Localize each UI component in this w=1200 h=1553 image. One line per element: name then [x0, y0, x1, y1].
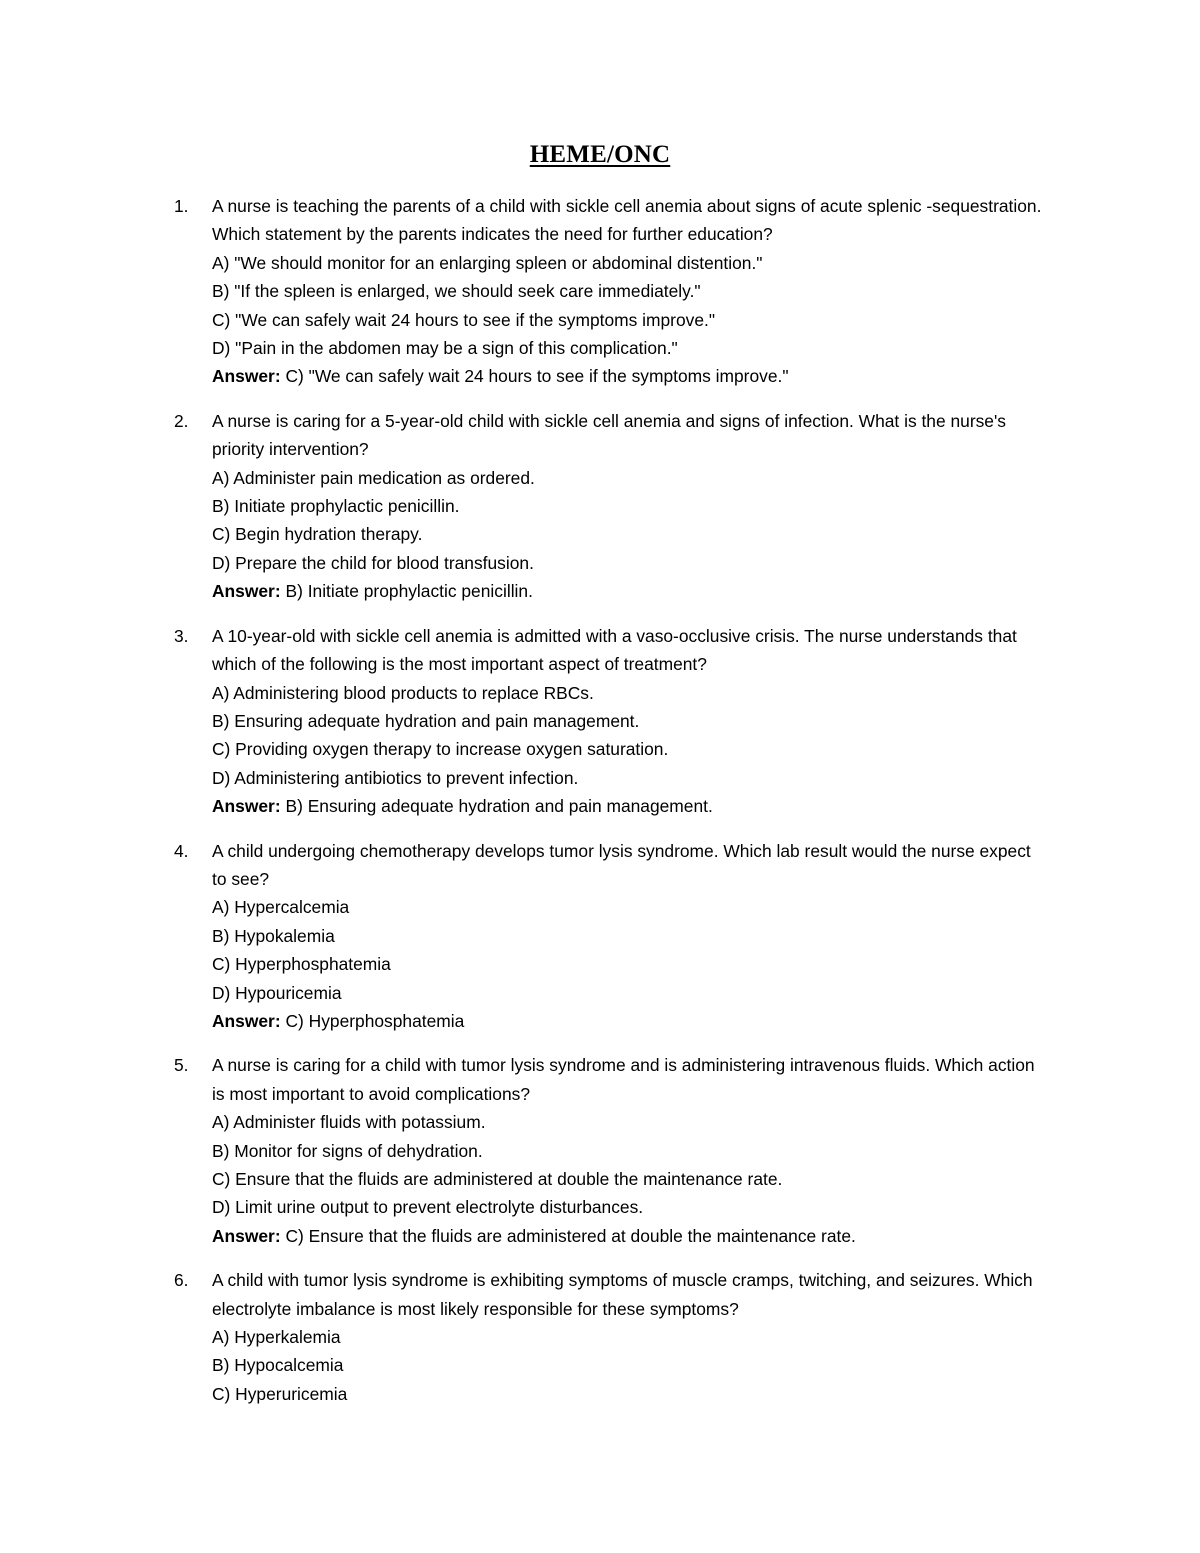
- answer-value: C) Hyperphosphatemia: [285, 1010, 465, 1031]
- answer-line: [212, 792, 1050, 820]
- answer-option: A) "We should monitor for an enlarging spleen or abdominal distention.": [212, 252, 763, 273]
- answer-value: B) Ensuring adequate hydration and pain management.: [285, 796, 713, 817]
- answer-option: A) Administer fluids with potassium.: [212, 1112, 486, 1133]
- answer-label: Answer:: [212, 581, 281, 602]
- question-number: 6.: [174, 1270, 189, 1291]
- answer-value: B) Initiate prophylactic penicillin.: [285, 581, 533, 602]
- answer-option: B) Initiate prophylactic penicillin.: [212, 496, 460, 517]
- answer-option: C) Begin hydration therapy.: [212, 524, 423, 545]
- answer-label: Answer:: [212, 366, 281, 387]
- answer-option: D) Prepare the child for blood transfusion.: [212, 552, 534, 573]
- question-list: [0, 192, 1200, 1424]
- question-item: [0, 1051, 1200, 1250]
- question-number: 4.: [174, 840, 189, 861]
- question-number: 2.: [174, 410, 189, 431]
- answer-value: C) Ensure that the fluids are administered at double the maintenance rate.: [285, 1225, 856, 1246]
- question-item: [0, 837, 1200, 1036]
- answer-line: [212, 1222, 1050, 1250]
- question-stem: A nurse is teaching the parents of a child with sickle cell anemia about signs of acute splenic -sequestration. Which statement by the parents indicates the need for further education?: [212, 196, 1042, 245]
- answer-option: B) Monitor for signs of dehydration.: [212, 1140, 483, 1161]
- answer-option: A) Hypercalcemia: [212, 897, 350, 918]
- answer-option: B) "If the spleen is enlarged, we should seek care immediately.": [212, 281, 701, 302]
- answer-label: Answer:: [212, 796, 281, 817]
- answer-label: Answer:: [212, 1010, 281, 1031]
- answer-option: C) Providing oxygen therapy to increase oxygen saturation.: [212, 739, 669, 760]
- answer-option: B) Hypocalcemia: [212, 1355, 344, 1376]
- question-stem: A 10-year-old with sickle cell anemia is admitted with a vaso-occlusive crisis. The nurse understands that which of the following is the most important aspect of treatment?: [212, 625, 1017, 675]
- answer-label: Answer:: [212, 1225, 281, 1246]
- answer-option: D) Hypouricemia: [212, 982, 342, 1003]
- question-item: [0, 1266, 1200, 1408]
- answer-option: D) Administering antibiotics to prevent infection.: [212, 767, 579, 788]
- answer-option: C) Hyperphosphatemia: [212, 954, 391, 975]
- answer-option: C) Hyperuricemia: [212, 1383, 348, 1404]
- question-number: 5.: [174, 1055, 189, 1076]
- question-item: [0, 622, 1200, 821]
- question-number: 1.: [174, 196, 189, 216]
- answer-option: A) Hyperkalemia: [212, 1327, 341, 1348]
- answer-option: D) Limit urine output to prevent electrolyte disturbances.: [212, 1197, 644, 1218]
- answer-option: B) Ensuring adequate hydration and pain management.: [212, 710, 640, 731]
- answer-option: A) Administer pain medication as ordered.: [212, 467, 535, 488]
- answer-option: B) Hypokalemia: [212, 925, 335, 946]
- answer-value: C) "We can safely wait 24 hours to see if the symptoms improve.": [285, 366, 789, 387]
- question-item: [0, 407, 1200, 606]
- answer-option: C) Ensure that the fluids are administered at double the maintenance rate.: [212, 1169, 783, 1189]
- answer-line: [212, 362, 1050, 390]
- answer-option: D) "Pain in the abdomen may be a sign of this complication.": [212, 338, 678, 359]
- question-number: 3.: [174, 625, 189, 646]
- question-item: [0, 192, 1200, 391]
- question-stem: A nurse is caring for a 5-year-old child with sickle cell anemia and signs of infection. What is the nurse's priority intervention?: [212, 410, 1006, 460]
- question-stem: A child with tumor lysis syndrome is exhibiting symptoms of muscle cramps, twitching, and seizures. Which electrolyte imbalance is most likely responsible for these symptoms?: [212, 1270, 1033, 1319]
- answer-option: C) "We can safely wait 24 hours to see if the symptoms improve.": [212, 309, 716, 330]
- answer-line: [212, 577, 1050, 605]
- answer-line: [212, 1007, 1050, 1035]
- answer-option: A) Administering blood products to replace RBCs.: [212, 682, 594, 703]
- question-stem: A child undergoing chemotherapy develops tumor lysis syndrome. Which lab result would the nurse expect to see?: [212, 840, 1031, 889]
- document-title: HEME/ONC: [529, 141, 671, 168]
- question-stem: A nurse is caring for a child with tumor lysis syndrome and is administering intravenous fluids. Which action is most important to avoid complications?: [212, 1055, 1035, 1104]
